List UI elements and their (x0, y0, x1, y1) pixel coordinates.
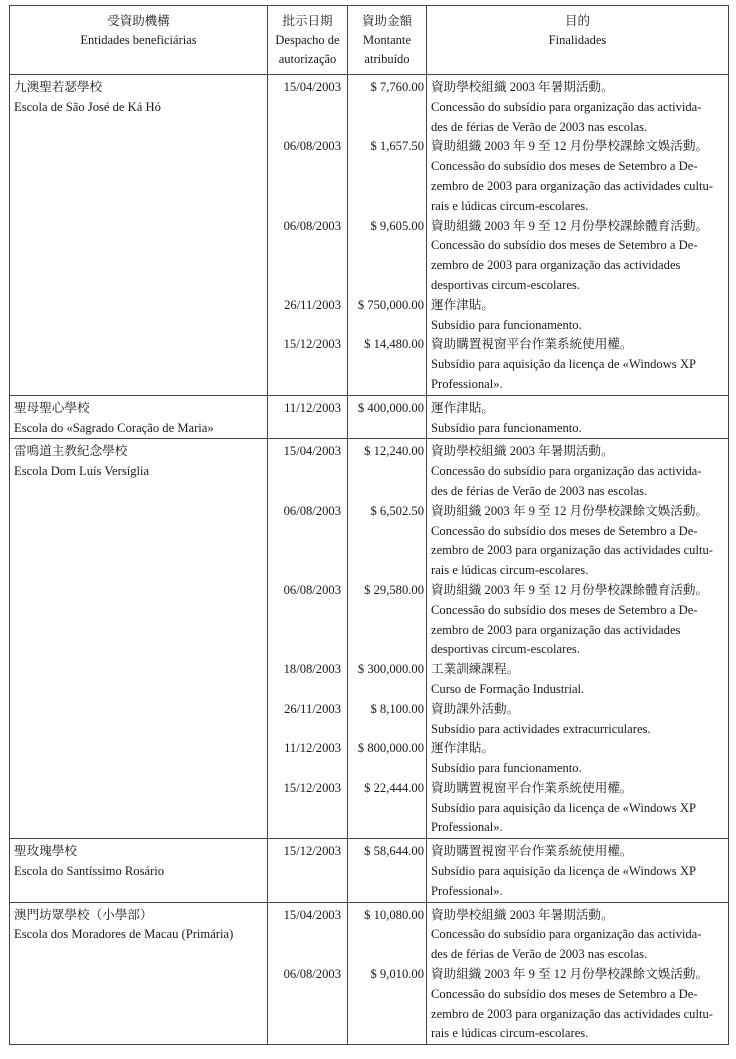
subsidy-amount: $ 10,080.00 (364, 907, 424, 922)
purpose-zh: 運作津貼。 (431, 741, 494, 756)
entity-group (10, 439, 729, 839)
document-page (9, 5, 728, 1050)
purpose-cell (427, 839, 729, 902)
subsidy-amount: $ 400,000.00 (357, 400, 424, 415)
table-row (10, 75, 729, 396)
header-date-zh: 批示日期 (282, 14, 333, 28)
date-cell (268, 439, 348, 839)
purpose-pt-line: rais e lúdicas circum-escolares. (431, 563, 589, 578)
subsidy-amount: $ 7,760.00 (370, 80, 424, 94)
purpose-cell (427, 75, 729, 396)
entity-group (10, 902, 729, 1045)
purpose-cell (427, 439, 729, 839)
purpose-zh: 資助組織 2003 年 9 至 12 月份學校課餘文娛活動。 (431, 503, 709, 518)
purpose-zh: 資助購置視窗平台作業系統使用權。 (431, 844, 633, 859)
table-row (10, 395, 729, 439)
header-entity (10, 6, 268, 75)
purpose-pt-line: rais e lúdicas circum-escolares. (431, 1026, 589, 1041)
purpose-pt-line: des de férias de Verão de 2003 nas escolas. (431, 119, 648, 134)
purpose-cell (427, 395, 729, 439)
subsidy-amount: $ 8,100.00 (370, 701, 424, 716)
amount-cell (348, 839, 427, 902)
approval-date: 11/12/2003 (284, 400, 341, 415)
purpose-pt-line: Concessão do subsídio dos meses de Setembro a De- (431, 523, 698, 538)
approval-date: 15/04/2003 (283, 907, 341, 922)
approval-date: 26/11/2003 (284, 297, 341, 312)
purpose-pt-line: Professional». (431, 820, 503, 835)
purpose-pt-line: Concessão do subsídio dos meses de Setembro a De- (431, 159, 698, 174)
entity-name-pt: Escola do Santíssimo Rosário (14, 864, 165, 879)
entity-name-pt: Escola do «Sagrado Coração de Maria» (14, 420, 214, 435)
purpose-zh: 資助組織 2003 年 9 至 12 月份學校課餘體育活動。 (431, 218, 709, 233)
purpose-zh: 資助組織 2003 年 9 至 12 月份學校課餘體育活動。 (431, 582, 709, 597)
purpose-zh: 資助學校組織 2003 年暑期活動。 (431, 444, 614, 459)
approval-date: 11/12/2003 (284, 741, 341, 756)
subsidy-amount: $ 9,605.00 (370, 218, 424, 233)
approval-date: 06/08/2003 (283, 967, 341, 982)
subsidy-amount: $ 12,240.00 (364, 444, 424, 459)
entity-name-zh: 聖玫瑰學校 (14, 844, 77, 859)
purpose-pt-line: zembro de 2003 para organização das actividades (431, 622, 681, 637)
purpose-zh: 資助課外活動。 (431, 701, 520, 716)
purpose-pt-line: desportivas circum-escolares. (431, 277, 580, 292)
approval-date: 06/08/2003 (283, 582, 341, 597)
purpose-pt-line: Subsídio para funcionamento. (431, 420, 582, 435)
header-date (268, 6, 348, 75)
header-amount-zh: 資助金額 (361, 14, 412, 28)
purpose-pt-line: desportivas circum-escolares. (431, 642, 580, 657)
subsidy-amount: $ 14,480.00 (364, 337, 424, 352)
date-cell (268, 902, 348, 1045)
table-row (10, 902, 729, 1045)
purpose-pt-line: rais e lúdicas circum-escolares. (431, 198, 589, 213)
entity-name-pt: Escola Dom Luís Versíglia (14, 464, 150, 479)
amount-cell (348, 395, 427, 439)
subsidy-amount: $ 58,644.00 (364, 844, 424, 859)
purpose-zh: 運作津貼。 (431, 297, 494, 312)
entity-cell (10, 395, 268, 439)
purpose-pt-line: Concessão do subsídio para organização das activida- (431, 464, 702, 479)
purpose-zh: 資助購置視窗平台作業系統使用權。 (431, 780, 633, 795)
purpose-pt-line: Subsídio para funcionamento. (431, 761, 582, 776)
purpose-pt-line: Concessão do subsídio para organização das activida- (431, 927, 702, 942)
amount-cell (348, 902, 427, 1045)
purpose-pt-line: Curso de Formação Industrial. (431, 681, 585, 696)
header-date-pt-2: autorização (278, 52, 337, 66)
entity-group (10, 75, 729, 396)
date-cell (268, 75, 348, 396)
header-amount-pt-2: atribuído (364, 52, 410, 66)
approval-date: 06/08/2003 (283, 139, 341, 154)
subsidy-amount: $ 22,444.00 (364, 780, 424, 795)
subsidy-amount: $ 6,502.50 (370, 503, 424, 518)
subsidy-table (9, 5, 729, 1045)
subsidy-amount: $ 1,657.50 (370, 139, 424, 154)
entity-name-pt: Escola de São José de Ká Hó (14, 99, 161, 114)
entity-name-zh: 澳門坊眾學校（小學部） (14, 907, 153, 922)
approval-date: 15/12/2003 (283, 337, 341, 352)
amount-cell (348, 439, 427, 839)
approval-date: 15/12/2003 (283, 844, 341, 859)
approval-date: 15/04/2003 (283, 444, 341, 459)
purpose-zh: 資助組織 2003 年 9 至 12 月份學校課餘文娛活動。 (431, 139, 709, 154)
table-row (10, 839, 729, 902)
header-amount (348, 6, 427, 75)
subsidy-amount: $ 29,580.00 (364, 582, 424, 597)
purpose-zh: 運作津貼。 (431, 400, 494, 415)
purpose-pt-line: Professional». (431, 883, 503, 898)
approval-date: 26/11/2003 (284, 701, 341, 716)
header-purpose-pt: Finalidades (548, 33, 607, 47)
header-entity-pt: Entidades beneficiárias (80, 33, 197, 47)
entity-group (10, 395, 729, 439)
purpose-pt-line: Subsídio para aquisição da licença de «Windows XP (431, 357, 696, 372)
purpose-pt-line: Subsídio para aquisição da licença de «Windows XP (431, 800, 696, 815)
purpose-pt-line: zembro de 2003 para organização das actividades cultu- (431, 543, 713, 558)
purpose-cell (427, 902, 729, 1045)
approval-date: 18/08/2003 (283, 662, 341, 677)
purpose-pt-line: Subsídio para actividades extracurriculares. (431, 721, 651, 736)
header-purpose-zh: 目的 (564, 14, 590, 28)
purpose-pt-line: Subsídio para funcionamento. (431, 317, 582, 332)
purpose-pt-line: zembro de 2003 para organização das actividades cultu- (431, 1006, 713, 1021)
entity-cell (10, 439, 268, 839)
entity-name-zh: 九澳聖若瑟學校 (14, 80, 103, 94)
purpose-zh: 資助購置視窗平台作業系統使用權。 (431, 337, 633, 352)
entity-cell (10, 75, 268, 396)
header-entity-zh: 受資助機構 (107, 14, 170, 28)
purpose-pt-line: Concessão do subsídio dos meses de Setembro a De- (431, 602, 698, 617)
purpose-pt-line: des de férias de Verão de 2003 nas escolas. (431, 483, 648, 498)
date-cell (268, 839, 348, 902)
purpose-pt-line: zembro de 2003 para organização das actividades cultu- (431, 178, 713, 193)
amount-cell (348, 75, 427, 396)
table-header (10, 6, 729, 75)
header-date-pt-1: Despacho de (275, 33, 340, 47)
table-row (10, 439, 729, 839)
entity-group (10, 839, 729, 902)
purpose-pt-line: Subsídio para aquisição da licença de «Windows XP (431, 864, 696, 879)
purpose-zh: 資助學校組織 2003 年暑期活動。 (431, 907, 614, 922)
purpose-zh: 資助組織 2003 年 9 至 12 月份學校課餘文娛活動。 (431, 967, 709, 982)
subsidy-amount: $ 800,000.00 (357, 741, 424, 756)
entity-name-pt: Escola dos Moradores de Macau (Primária) (14, 927, 234, 942)
entity-name-zh: 聖母聖心學校 (14, 400, 90, 415)
subsidy-amount: $ 300,000.00 (357, 662, 424, 677)
purpose-zh: 工業訓練課程。 (431, 662, 520, 677)
purpose-pt-line: Concessão do subsídio dos meses de Setembro a De- (431, 238, 698, 253)
date-cell (268, 395, 348, 439)
purpose-zh: 資助學校組織 2003 年暑期活動。 (431, 80, 614, 94)
purpose-pt-line: Concessão do subsídio para organização das activida- (431, 99, 702, 114)
header-amount-pt-1: Montante (363, 33, 411, 47)
subsidy-amount: $ 750,000.00 (357, 297, 424, 312)
purpose-pt-line: zembro de 2003 para organização das actividades (431, 258, 681, 273)
subsidy-amount: $ 9,010.00 (370, 967, 424, 982)
purpose-pt-line: Professional». (431, 376, 503, 391)
header-purpose (427, 6, 729, 75)
approval-date: 06/08/2003 (283, 503, 341, 518)
approval-date: 06/08/2003 (283, 218, 341, 233)
entity-cell (10, 902, 268, 1045)
purpose-pt-line: Concessão do subsídio dos meses de Setembro a De- (431, 986, 698, 1001)
entity-name-zh: 雷鳴道主教紀念學校 (14, 444, 128, 459)
entity-cell (10, 839, 268, 902)
purpose-pt-line: des de férias de Verão de 2003 nas escolas. (431, 947, 648, 962)
approval-date: 15/12/2003 (283, 780, 341, 795)
approval-date: 15/04/2003 (283, 80, 341, 94)
